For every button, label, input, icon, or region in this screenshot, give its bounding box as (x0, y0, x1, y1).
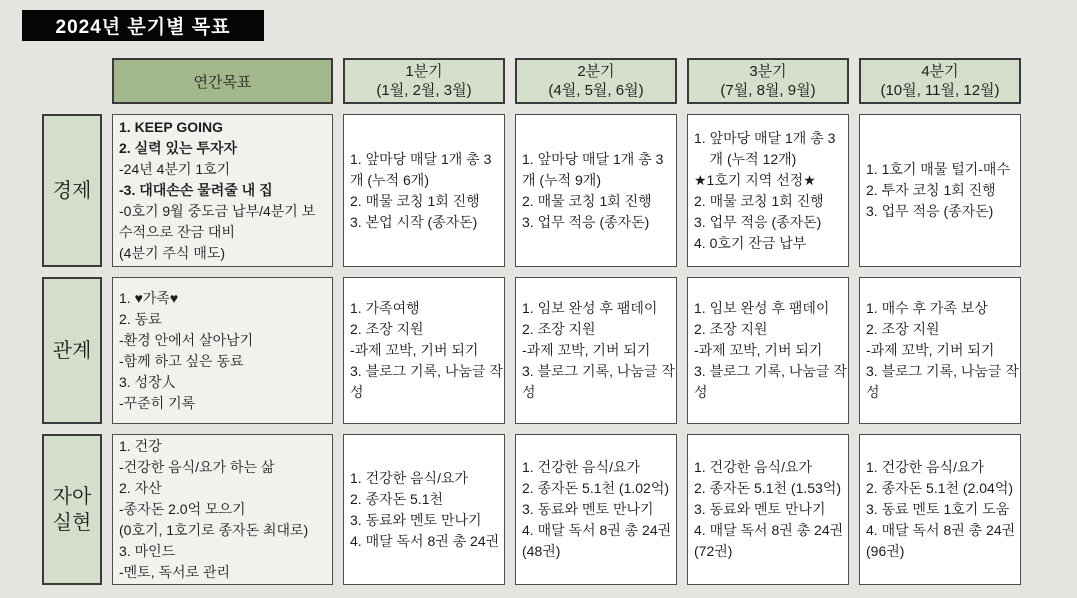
goal-line: 4. 매달 독서 8권 총 24권 (350, 532, 500, 549)
quarter-cell-row1-q4 (859, 114, 1021, 267)
goal-line: 3. 마인드 (119, 543, 176, 559)
goal-line: 3. 블로그 기록, 나눔글 작 (694, 363, 847, 379)
goal-line: 개 (누적 12개) (694, 150, 797, 167)
goal-line: 1. 가족여행 (350, 300, 420, 316)
goal-line: 2. 종자돈 5.1천 (1.02억) (522, 480, 669, 496)
goal-line: 2. 종자돈 5.1천 (2.04억) (866, 480, 1013, 496)
goal-line: 1. 건강 (119, 438, 162, 454)
goal-line: (72권) (694, 543, 733, 559)
goal-line: 2. 조장 지원 (694, 321, 768, 337)
goal-line: 1. KEEP GOING (119, 119, 223, 135)
goal-line: 2. 매물 코칭 1회 진행 (522, 192, 652, 209)
page-title: 2024년 분기별 목표 (22, 10, 264, 41)
quarter-header-title: 1분기 (405, 63, 443, 80)
goal-line: (48권) (522, 543, 561, 559)
goal-line: 2. 자산 (119, 480, 162, 496)
goal-line: 1. 건강한 음식/요가 (866, 459, 985, 475)
quarter-header-q2 (515, 58, 677, 104)
goal-line: -함께 하고 싶은 동료 (119, 352, 244, 369)
goal-line: 2. 매물 코칭 1회 진행 (350, 192, 480, 209)
goal-line: 3. 동료 멘토 1호기 도움 (866, 501, 1010, 517)
goal-line: 4. 0호기 잔금 납부 (694, 234, 807, 251)
goal-line: -꾸준히 기록 (119, 394, 196, 411)
row-label-line: 경제 (52, 179, 92, 202)
annual-goal-cell-row2 (112, 277, 333, 424)
goal-line: -24년 4분기 1호기 (119, 161, 231, 177)
goal-table (42, 58, 1021, 585)
goal-line: 1. 앞마당 매달 1개 총 3 (522, 150, 664, 167)
goal-line: 2. 실력 있는 투자자 (119, 140, 238, 156)
goal-line: 3. 업무 적응 (종자돈) (866, 203, 994, 219)
quarter-header-q3 (687, 58, 849, 104)
goal-line: 2. 투자 코칭 1회 진행 (866, 182, 996, 198)
quarter-header-title: 2분기 (577, 63, 615, 80)
goal-line: -0호기 9월 중도금 납부/4분기 보 (119, 203, 316, 219)
goal-line: -과제 꼬박, 기버 되기 (522, 342, 651, 358)
header-spacer (42, 58, 102, 104)
goal-line: -과제 꼬박, 기버 되기 (866, 342, 995, 358)
goal-line: 개 (누적 9개) (522, 171, 601, 188)
goal-line: 2. 동료 (119, 310, 162, 327)
goal-line: 2. 종자돈 5.1천 (1.53억) (694, 480, 841, 496)
quarter-header-months: (10월, 11월, 12월) (880, 82, 1000, 99)
quarter-cell-row3-q3 (687, 434, 849, 585)
goal-line: 3. 블로그 기록, 나눔글 작 (350, 363, 503, 379)
goal-line: 3. 동료와 멘토 만나기 (350, 511, 482, 528)
goal-line: 1. 건강한 음식/요가 (350, 469, 469, 486)
goal-line: 1. 매수 후 가족 보상 (866, 300, 988, 316)
goal-line: -3. 대대손손 물려줄 내 집 (119, 182, 273, 198)
quarter-header-q1 (343, 58, 505, 104)
annual-goal-header (112, 58, 333, 104)
goal-line: 3. 블로그 기록, 나눔글 작 (866, 363, 1019, 379)
quarter-cell-row2-q4 (859, 277, 1021, 424)
quarter-header-title: 4분기 (921, 63, 959, 80)
goal-line: 1. 건강한 음식/요가 (522, 459, 641, 475)
quarter-cell-row1-q1 (343, 114, 505, 267)
goal-line: -종자돈 2.0억 모으기 (119, 501, 246, 517)
goal-line: 3. 동료와 멘토 만나기 (694, 501, 826, 517)
goal-line: 1. 앞마당 매달 1개 총 3 (694, 129, 836, 146)
goal-line: 1. 건강한 음식/요가 (694, 459, 813, 475)
goal-line: 3. 업무 적응 (종자돈) (694, 213, 822, 230)
row-label-line: 관계 (52, 339, 92, 362)
quarter-cell-row3-q2 (515, 434, 677, 585)
quarter-header-months: (4월, 5월, 6월) (548, 82, 644, 99)
goal-line: 2. 조장 지원 (522, 321, 596, 337)
goal-line: 개 (누적 6개) (350, 171, 429, 188)
goal-line: -과제 꼬박, 기버 되기 (350, 342, 479, 358)
goal-line: -멘토, 독서로 관리 (119, 564, 230, 580)
goal-line: 1. 임보 완성 후 팸데이 (522, 300, 658, 316)
goal-line: 2. 매물 코칭 1회 진행 (694, 192, 824, 209)
goal-line: -환경 안에서 살아남기 (119, 331, 254, 348)
row-label-3 (42, 434, 102, 585)
quarter-cell-row3-q1 (343, 434, 505, 585)
goal-line: -건강한 음식/요가 하는 삶 (119, 459, 275, 475)
goal-line: (0호기, 1호기로 종자돈 최대로) (119, 522, 309, 538)
goal-line: 성 (694, 384, 708, 400)
goal-line: 3. 성장人 (119, 373, 176, 390)
goal-line: 2. 종자돈 5.1천 (350, 490, 444, 507)
goal-line: 3. 블로그 기록, 나눔글 작 (522, 363, 675, 379)
annual-goal-header-label: 연간목표 (193, 73, 252, 91)
quarter-cell-row2-q1 (343, 277, 505, 424)
goal-line: 성 (350, 384, 364, 400)
goal-line: 4. 매달 독서 8권 총 24권 (522, 522, 672, 538)
goal-line: 3. 본업 시작 (종자돈) (350, 213, 478, 230)
goal-line: 1. ♥가족♥ (119, 289, 179, 306)
goal-line: 성 (522, 384, 536, 400)
quarter-cell-row1-q3 (687, 114, 849, 267)
goal-line: 4. 매달 독서 8권 총 24권 (694, 522, 844, 538)
goal-line: (4분기 주식 매도) (119, 245, 226, 261)
goal-line: 3. 동료와 멘토 만나기 (522, 501, 654, 517)
goal-line: ★1호기 지역 선정★ (694, 171, 816, 188)
goal-line: 2. 조장 지원 (866, 321, 940, 337)
goal-line: 1. 임보 완성 후 팸데이 (694, 300, 830, 316)
row-label-line: 실현 (52, 511, 92, 534)
goal-line: 1. 앞마당 매달 1개 총 3 (350, 150, 492, 167)
row-label-2 (42, 277, 102, 424)
quarter-cell-row2-q2 (515, 277, 677, 424)
row-label-line: 자아 (52, 485, 92, 508)
goal-line: 수적으로 잔금 대비 (119, 224, 235, 240)
goal-line: -과제 꼬박, 기버 되기 (694, 342, 823, 358)
quarter-cell-row1-q2 (515, 114, 677, 267)
goal-line: (96권) (866, 543, 905, 559)
quarter-header-months: (7월, 8월, 9월) (720, 82, 816, 99)
annual-goal-cell-row3 (112, 434, 333, 585)
annual-goal-cell-row1 (112, 114, 333, 267)
goal-line: 1. 1호기 매물 털기-매수 (866, 161, 1010, 177)
quarter-header-months: (1월, 2월, 3월) (376, 82, 472, 99)
quarter-cell-row3-q4 (859, 434, 1021, 585)
row-label-1 (42, 114, 102, 267)
goal-line: 4. 매달 독서 8권 총 24권 (866, 522, 1016, 538)
goal-line: 2. 조장 지원 (350, 321, 424, 337)
goal-line: 성 (866, 384, 880, 400)
quarter-header-q4 (859, 58, 1021, 104)
quarter-header-title: 3분기 (749, 63, 787, 80)
quarter-cell-row2-q3 (687, 277, 849, 424)
goal-line: 3. 업무 적응 (종자돈) (522, 213, 650, 230)
